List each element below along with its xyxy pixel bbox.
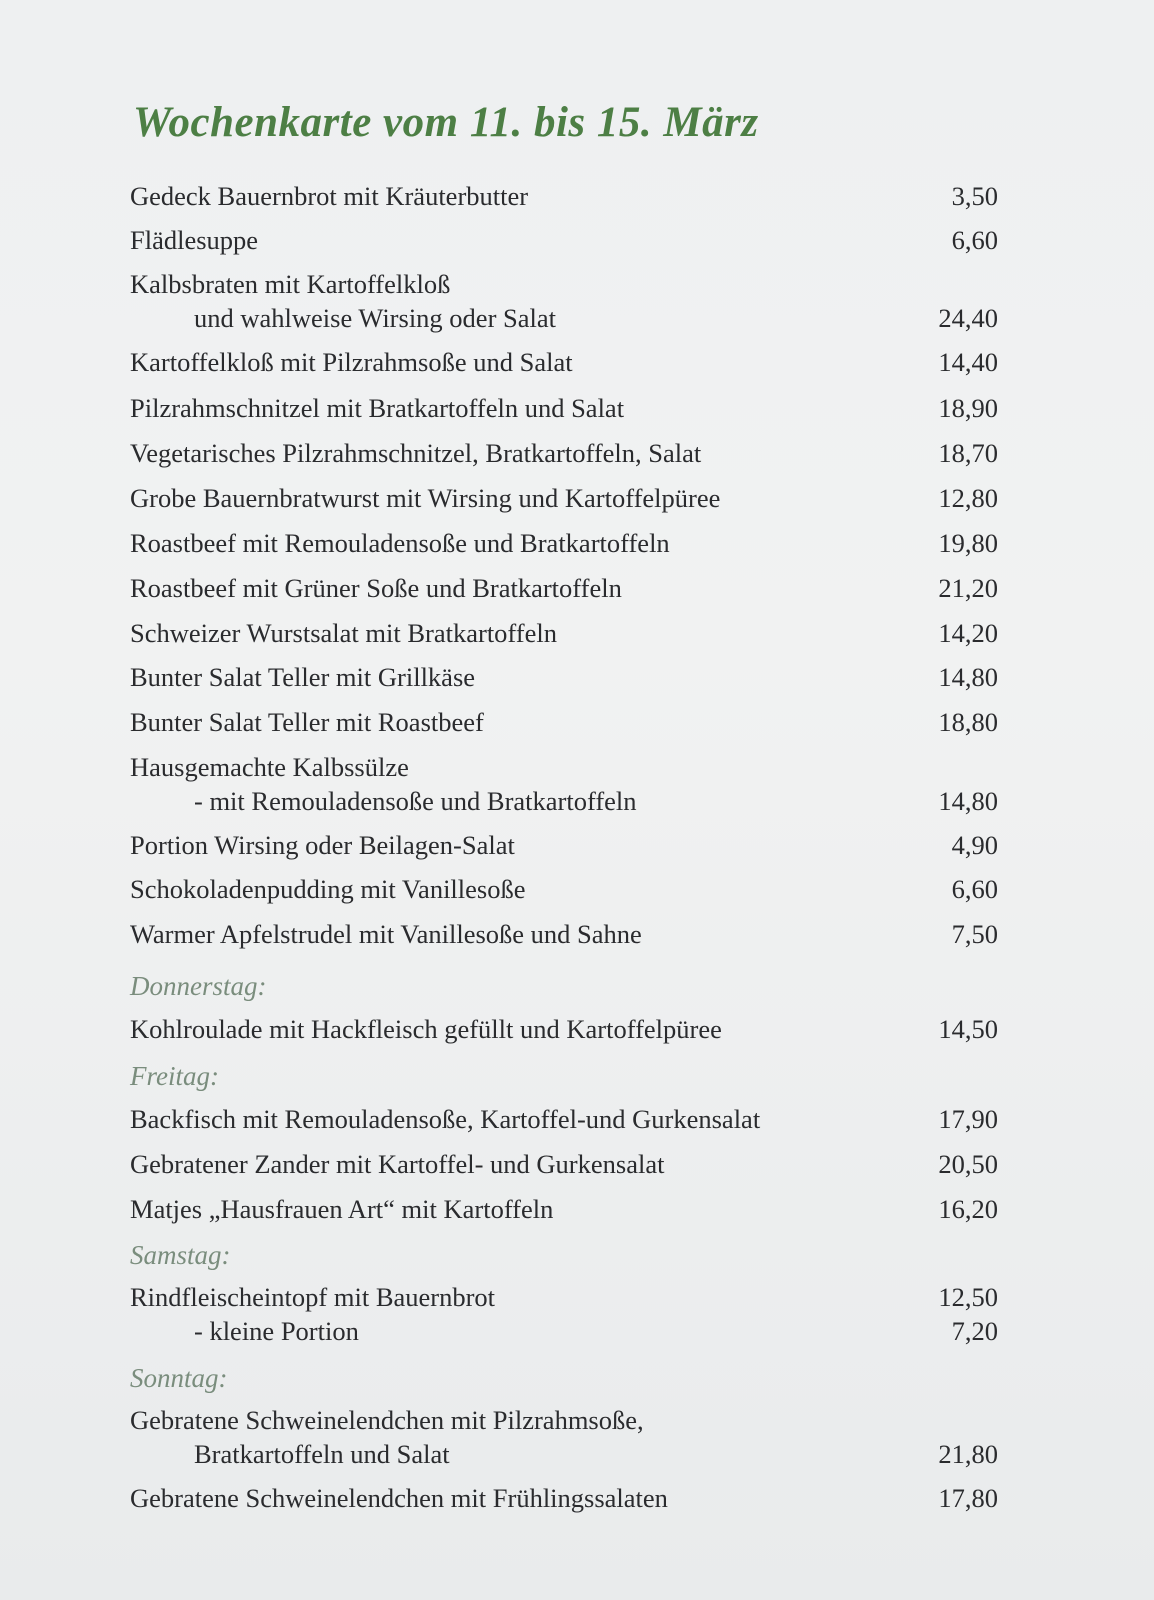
item-price: 14,50 bbox=[938, 1014, 998, 1044]
item-price: 7,50 bbox=[951, 919, 998, 949]
item-price: 14,20 bbox=[938, 618, 998, 648]
menu-item bbox=[0, 704, 1154, 740]
item-name: Kartoffelkloß mit Pilzrahmsoße und Salat bbox=[130, 347, 573, 377]
item-price: 18,70 bbox=[938, 438, 998, 468]
menu-title: Wochenkarte vom 11. bis 15. März bbox=[133, 99, 759, 146]
menu-item bbox=[0, 659, 1154, 695]
item-name: Flädlesuppe bbox=[130, 225, 259, 255]
menu-item bbox=[0, 1436, 1154, 1472]
item-price: 6,60 bbox=[951, 225, 998, 255]
menu-item bbox=[0, 435, 1154, 471]
item-price: 19,80 bbox=[938, 528, 998, 558]
item-price: 18,80 bbox=[938, 707, 998, 737]
item-price: 14,40 bbox=[938, 347, 998, 377]
item-name: Pilzrahmschnitzel mit Bratkartoffeln und Salat bbox=[130, 393, 625, 423]
day-heading-samstag: Samstag: bbox=[130, 1240, 231, 1270]
menu-item bbox=[0, 480, 1154, 516]
menu-item bbox=[0, 871, 1154, 907]
item-price: 7,20 bbox=[951, 1316, 998, 1346]
item-name: Schweizer Wurstsalat mit Bratkartoffeln bbox=[130, 618, 557, 648]
item-price: 12,80 bbox=[938, 483, 998, 513]
item-price: 6,60 bbox=[951, 874, 998, 904]
menu-item bbox=[0, 1146, 1154, 1182]
menu-item bbox=[0, 266, 1154, 302]
menu-item bbox=[0, 1101, 1154, 1137]
item-name: Roastbeef mit Remouladensoße und Bratkartoffeln bbox=[130, 528, 670, 558]
menu-item bbox=[0, 344, 1154, 380]
item-price: 24,40 bbox=[938, 303, 998, 333]
menu-item bbox=[0, 615, 1154, 651]
item-name: Backfisch mit Remouladensoße, Kartoffel-und Gurkensalat bbox=[130, 1104, 761, 1134]
menu-item bbox=[0, 749, 1154, 785]
item-name: Hausgemachte Kalbssülze bbox=[130, 752, 409, 782]
item-name: Gebratener Zander mit Kartoffel- und Gurkensalat bbox=[130, 1149, 665, 1179]
item-name: Vegetarisches Pilzrahmschnitzel, Bratkartoffeln, Salat bbox=[130, 438, 702, 468]
item-name: - kleine Portion bbox=[194, 1316, 359, 1346]
item-price: 20,50 bbox=[938, 1149, 998, 1179]
item-price: 14,80 bbox=[938, 662, 998, 692]
item-name: Gedeck Bauernbrot mit Kräuterbutter bbox=[130, 181, 529, 211]
item-name: Bunter Salat Teller mit Grillkäse bbox=[130, 662, 476, 692]
item-price: 21,80 bbox=[938, 1439, 998, 1469]
item-name: Bratkartoffeln und Salat bbox=[194, 1439, 450, 1469]
item-name: Kohlroulade mit Hackfleisch gefüllt und Kartoffelpüree bbox=[130, 1014, 722, 1044]
item-name: Matjes „Hausfrauen Art“ mit Kartoffeln bbox=[130, 1194, 554, 1224]
item-name: Grobe Bauernbratwurst mit Wirsing und Kartoffelpüree bbox=[130, 483, 721, 513]
menu-item bbox=[0, 222, 1154, 258]
item-price: 4,90 bbox=[951, 830, 998, 860]
item-name: Portion Wirsing oder Beilagen-Salat bbox=[130, 830, 515, 860]
day-heading-donnerstag: Donnerstag: bbox=[130, 971, 267, 1001]
item-name: Roastbeef mit Grüner Soße und Bratkartoffeln bbox=[130, 573, 622, 603]
item-price: 14,80 bbox=[938, 786, 998, 816]
menu-item bbox=[0, 570, 1154, 606]
menu-item bbox=[0, 525, 1154, 561]
item-price: 3,50 bbox=[951, 181, 998, 211]
day-heading-sonntag: Sonntag: bbox=[130, 1363, 228, 1393]
item-name: Kalbsbraten mit Kartoffelkloß bbox=[130, 269, 451, 299]
item-name: Gebratene Schweinelendchen mit Frühlingssalaten bbox=[130, 1483, 668, 1513]
menu-item bbox=[0, 1313, 1154, 1349]
menu-item bbox=[0, 1011, 1154, 1047]
menu-item bbox=[0, 178, 1154, 214]
item-price: 21,20 bbox=[938, 573, 998, 603]
item-name: - mit Remouladensoße und Bratkartoffeln bbox=[194, 786, 637, 816]
menu-item bbox=[0, 390, 1154, 426]
item-name: und wahlweise Wirsing oder Salat bbox=[194, 303, 557, 333]
day-heading-freitag: Freitag: bbox=[130, 1061, 219, 1091]
menu-item bbox=[0, 783, 1154, 819]
item-name: Schokoladenpudding mit Vanillesoße bbox=[130, 874, 526, 904]
item-name: Bunter Salat Teller mit Roastbeef bbox=[130, 707, 484, 737]
menu-item bbox=[0, 827, 1154, 863]
menu-item bbox=[0, 1191, 1154, 1227]
menu-item bbox=[0, 916, 1154, 952]
menu-item bbox=[0, 1402, 1154, 1438]
menu-item bbox=[0, 1480, 1154, 1516]
menu-item bbox=[0, 300, 1154, 336]
item-name: Rindfleischeintopf mit Bauernbrot bbox=[130, 1282, 496, 1312]
item-price: 16,20 bbox=[938, 1194, 998, 1224]
item-name: Warmer Apfelstrudel mit Vanillesoße und Sahne bbox=[130, 919, 642, 949]
item-name: Gebratene Schweinelendchen mit Pilzrahmsoße, bbox=[130, 1405, 644, 1435]
item-price: 18,90 bbox=[938, 393, 998, 423]
menu-item bbox=[0, 1279, 1154, 1315]
item-price: 17,90 bbox=[938, 1104, 998, 1134]
item-price: 12,50 bbox=[938, 1282, 998, 1312]
item-price: 17,80 bbox=[938, 1483, 998, 1513]
